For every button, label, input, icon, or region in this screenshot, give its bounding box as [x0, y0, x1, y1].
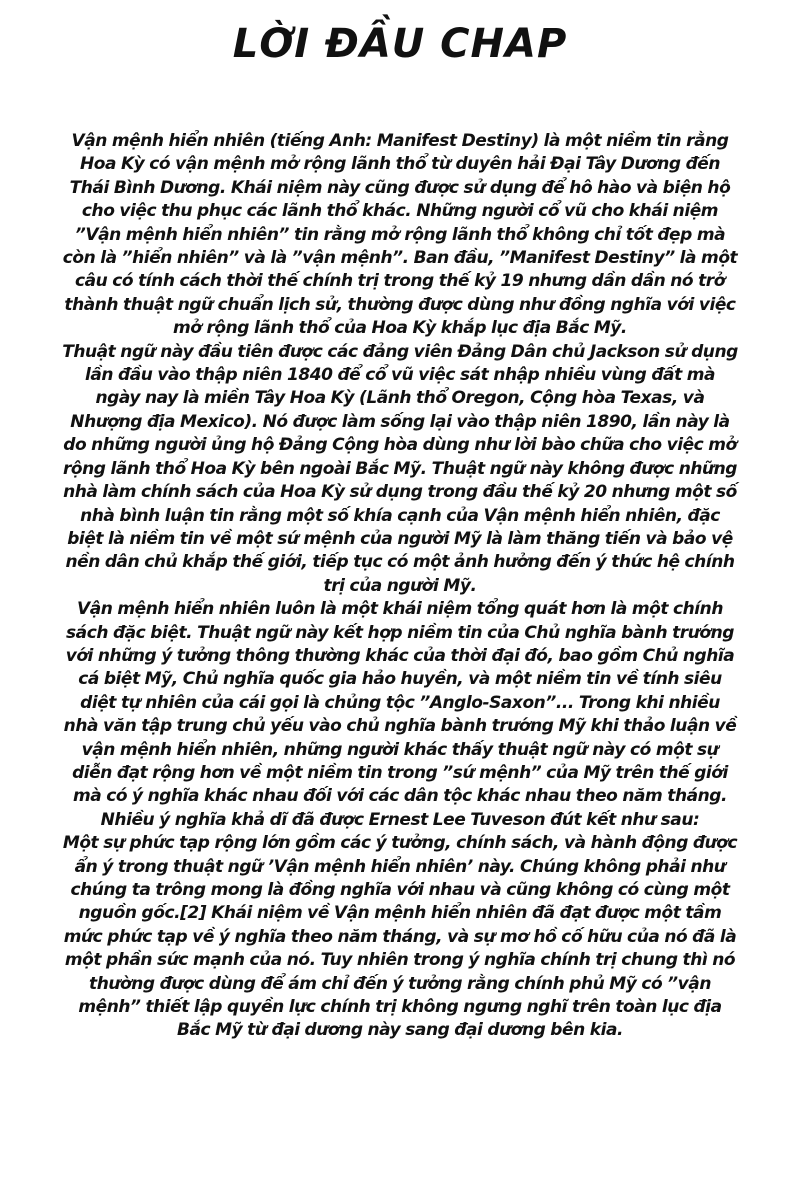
body-text: [62, 130, 738, 1043]
page-title: LỜI ĐẦU CHAP: [232, 21, 568, 67]
paragraph-1: Vận mệnh hiển nhiên (tiếng Anh: Manifest Destiny) là một niềm tin rằng Hoa Kỳ có vận mệnh mở rộng lãnh thổ từ duyên hải Đại Tây Dương đến Thái Bình Dương. Khái niệm này cũng được sử dụng để hô hào và biện hộ cho việc thu phục các lãnh thổ khác. Những người cổ vũ cho khái niệm ”Vận mệnh hiển nhiên” tin rằng mở rộng lãnh thổ không chỉ tốt đẹp mà còn là ”hiển nhiên” và là ”vận mệnh”. Ban đầu, ”Manifest Destiny” là một câu có tính cách thời thế chính trị trong thế kỷ 19 nhưng dần dần nó trở thành thuật ngữ chuẩn lịch sử, thường được dùng như đồng nghĩa với việc mở rộng lãnh thổ của Hoa Kỳ khắp lục địa Bắc Mỹ.: [62, 131, 738, 339]
paragraph-3: Vận mệnh hiển nhiên luôn là một khái niệm tổng quát hơn là một chính sách đặc biệt. Thuật ngữ này kết hợp niềm tin của Chủ nghĩa bành trướng với những ý tưởng thông thường khác của thời đại đó, bao gồm Chủ nghĩa cá biệt Mỹ, Chủ nghĩa quốc gia hảo huyền, và một niềm tin về tính siêu diệt tự nhiên của cái gọi là chủng tộc ”Anglo-Saxon”... Trong khi nhiều nhà văn tập trung chủ yếu vào chủ nghĩa bành trướng Mỹ khi thảo luận về vận mệnh hiển nhiên, những người khác thấy thuật ngữ này có một sự diễn đạt rộng hơn về một niềm tin trong ”sứ mệnh” của Mỹ trên thế giới mà có ý nghĩa khác nhau đối với các dân tộc khác nhau theo năm tháng. Nhiều ý nghĩa khả dĩ đã được Ernest Lee Tuveson đút kết như sau:: [63, 599, 737, 830]
paragraph-4: Một sự phức tạp rộng lớn gồm các ý tưởng, chính sách, và hành động được ẩn ý trong thuật ngữ ’Vận mệnh hiển nhiên’ này. Chúng không phải như chúng ta trông mong là đồng nghĩa với nhau và cũng không có cùng một nguồn gốc.[2] Khái niệm về Vận mệnh hiển nhiên đã đạt được một tầm mức phức tạp về ý nghĩa theo năm tháng, và sự mơ hồ cố hữu của nó đã là một phần sức mạnh của nó. Tuy nhiên trong ý nghĩa chính trị chung thì nó thường được dùng để ám chỉ đến ý tưởng rằng chính phủ Mỹ có ”vận mệnh” thiết lập quyền lực chính trị không ngưng nghĩ trên toàn lục địa Bắc Mỹ từ đại dương này sang đại dương bên kia.: [62, 833, 738, 1041]
paragraph-2: Thuật ngữ này đầu tiên được các đảng viên Đảng Dân chủ Jackson sử dụng lần đầu vào thập niên 1840 để cổ vũ việc sát nhập nhiều vùng đất mà ngày nay là miền Tây Hoa Kỳ (Lãnh thổ Oregon, Cộng hòa Texas, và Nhượng địa Mexico). Nó được làm sống lại vào thập niên 1890, lần này là do những người ủng hộ Đảng Cộng hòa dùng như lời bào chữa cho việc mở rộng lãnh thổ Hoa Kỳ bên ngoài Bắc Mỹ. Thuật ngữ này không được những nhà làm chính sách của Hoa Kỳ sử dụng trong đầu thế kỷ 20 nhưng một số nhà bình luận tin rằng một số khía cạnh của Vận mệnh hiển nhiên, đặc biệt là niềm tin về một sứ mệnh của người Mỹ là làm thăng tiến và bảo vệ nền dân chủ khắp thế giới, tiếp tục có một ảnh hưởng đến ý thức hệ chính trị của người Mỹ.: [62, 341, 738, 596]
